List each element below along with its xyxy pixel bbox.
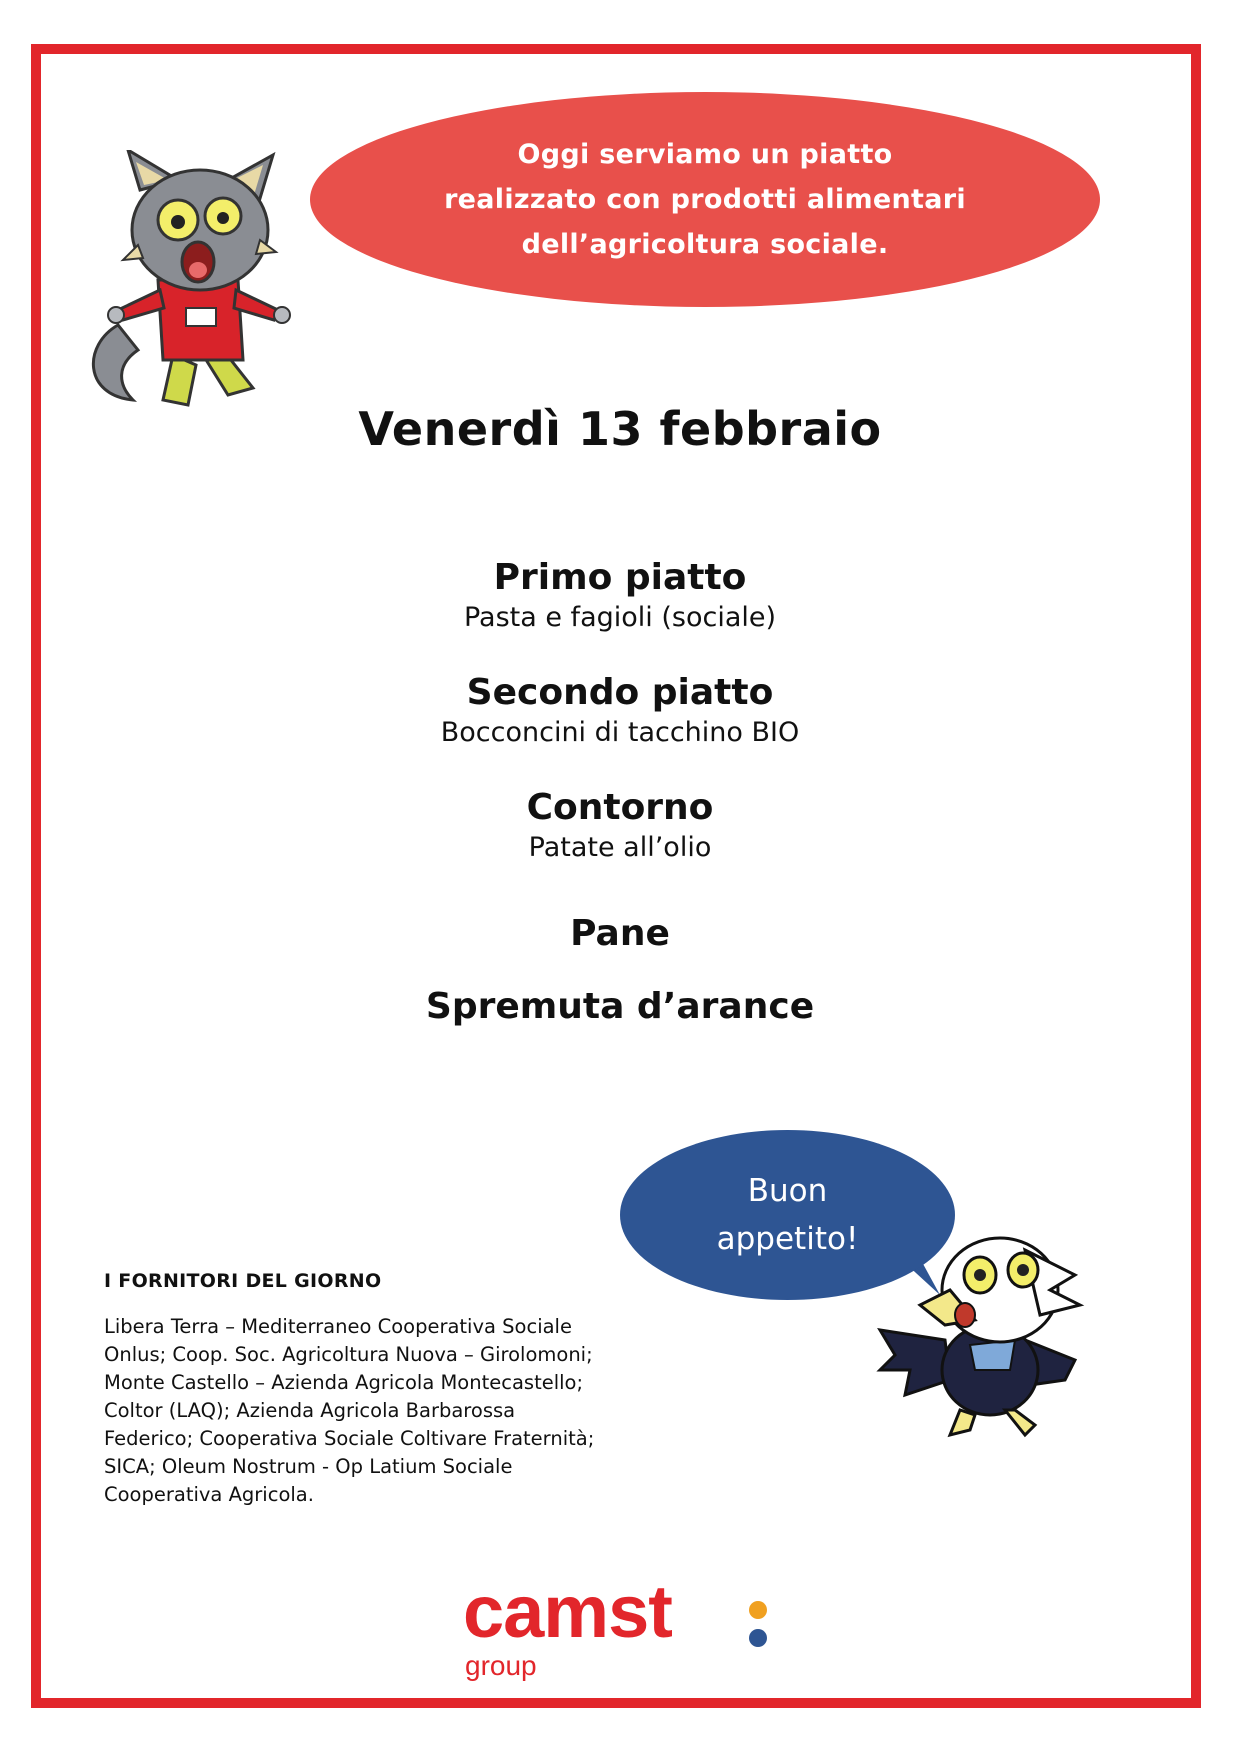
bubble-line: Buon [747,1173,828,1209]
course-heading: Secondo piatto [466,672,774,713]
supplier-line: Monte Castello – Azienda Agricola Montecastello; [104,1371,584,1394]
logo-dot-orange [749,1601,767,1619]
supplier-line: Libera Terra – Mediterraneo Cooperativa Sociale [104,1315,572,1338]
course-heading: Pane [570,913,670,954]
eagle-mascot-icon [875,1220,1105,1455]
supplier-line: SICA; Oleum Nostrum - Op Latium Sociale [104,1455,513,1478]
bubble-line: Oggi serviamo un piatto [517,139,893,170]
suppliers-title: I FORNITORI DEL GIORNO [104,1270,382,1292]
logo-dot-blue [749,1629,767,1647]
course-primo [0,556,1240,636]
course-pane [0,912,1240,956]
course-spremuta [0,985,1240,1029]
course-secondo [0,671,1240,751]
logo-subword: group [465,1650,537,1681]
supplier-line: Coltor (LAQ); Azienda Agricola Barbarossa [104,1399,516,1422]
course-heading: Spremuta d’arance [425,986,815,1027]
course-heading: Contorno [526,787,714,828]
course-dish: Bocconcini di tacchino BIO [440,717,800,748]
camst-logo [463,1570,783,1685]
menu-date: Venerdì 13 febbraio [358,402,882,456]
supplier-line: Onlus; Coop. Soc. Agricoltura Nuova – Girolomoni; [104,1343,593,1366]
bubble-line: dell’agricoltura sociale. [521,229,889,260]
suppliers-list [104,1313,684,1509]
logo-word: camst [463,1570,672,1653]
bubble-line: appetito! [716,1221,859,1257]
course-dish: Pasta e fagioli (sociale) [463,602,777,633]
course-dish: Patate all’olio [528,832,712,863]
speech-bubble-top [310,92,1100,307]
bubble-line: realizzato con prodotti alimentari [444,184,966,215]
course-contorno [0,786,1240,866]
supplier-line: Federico; Cooperativa Sociale Coltivare Fraternità; [104,1427,595,1450]
wolf-mascot-icon [78,150,318,415]
supplier-line: Cooperativa Agricola. [104,1483,314,1506]
course-heading: Primo piatto [493,557,747,598]
